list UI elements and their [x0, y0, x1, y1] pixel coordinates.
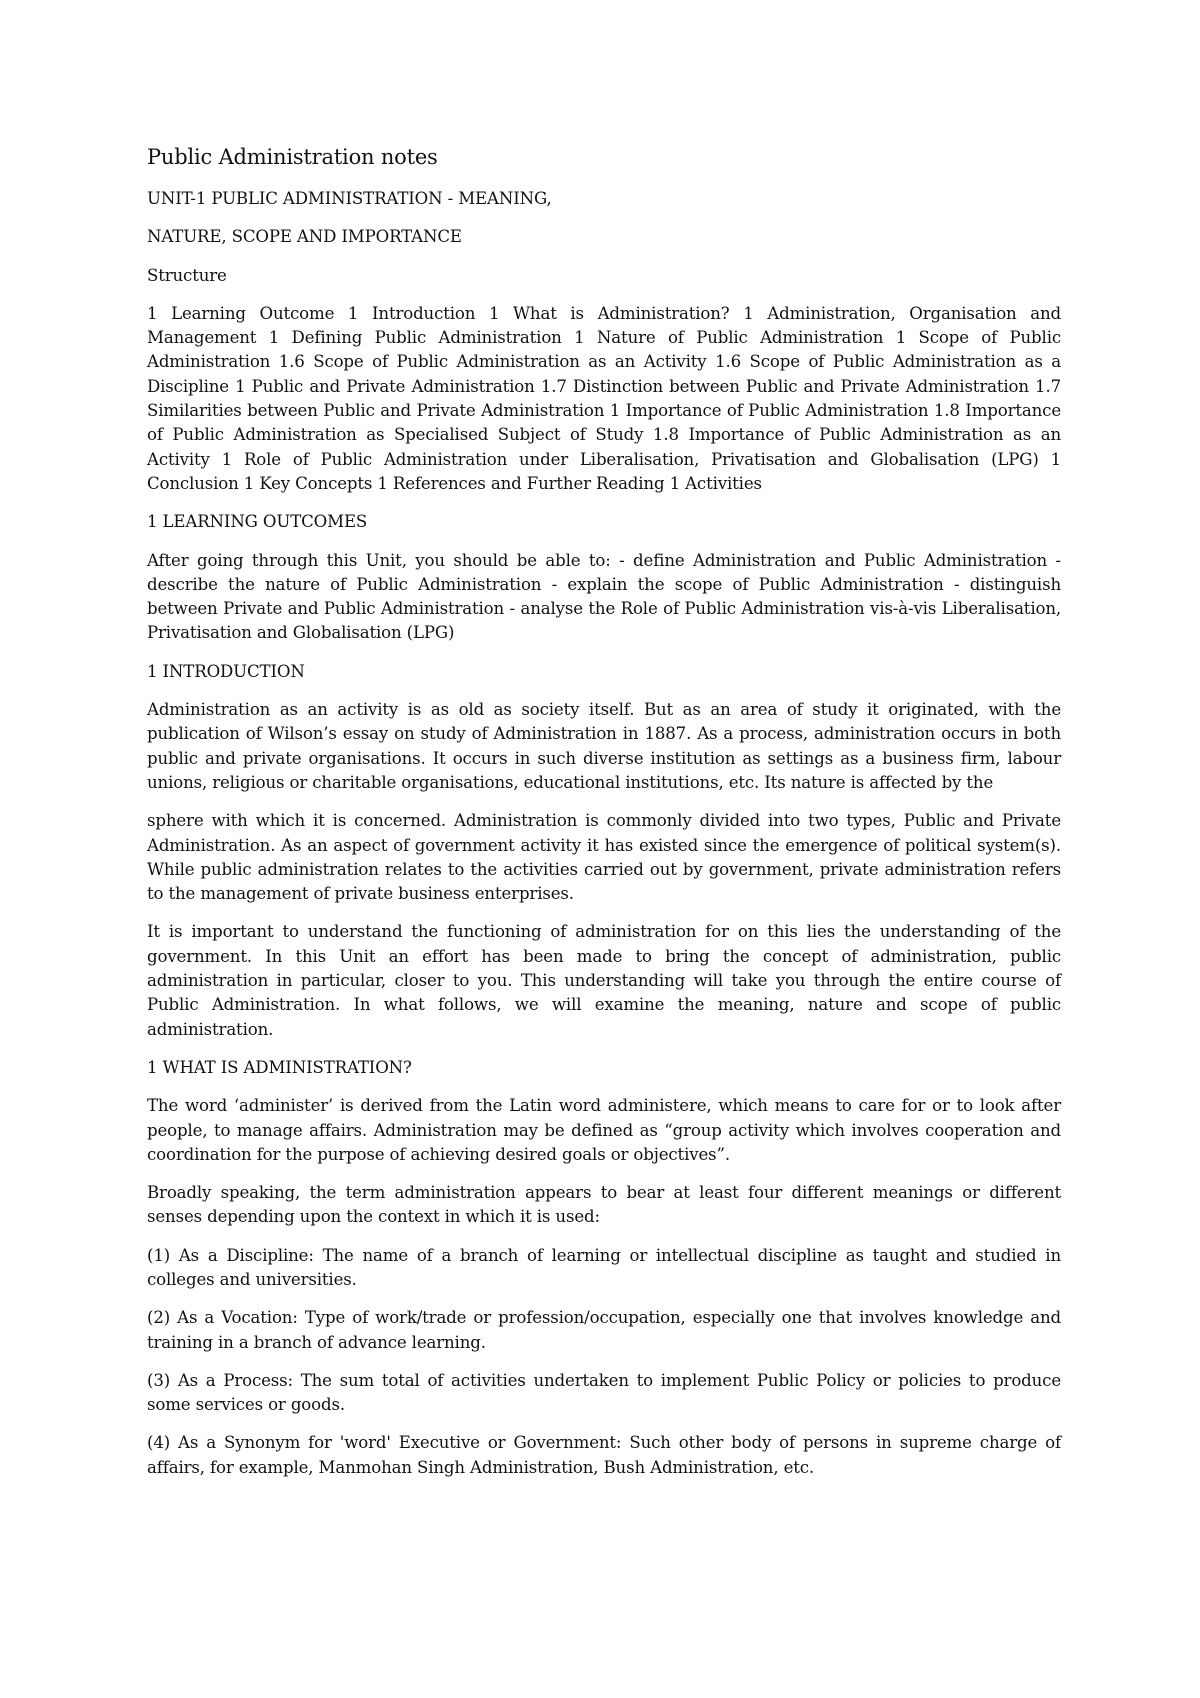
meaning-vocation: (2) As a Vocation: Type of work/trade or profession/occupation, especially one that involves knowledge and training in a branch of advance learning. [147, 1308, 1061, 1352]
meaning-synonym: (4) As a Synonym for 'word' Executive or Government: Such other body of persons in supreme charge of affairs, for example, Manmohan Singh Administration, Bush Administration, etc. [147, 1433, 1061, 1477]
meaning-process: (3) As a Process: The sum total of activities undertaken to implement Public Policy or policies to produce some services or goods. [147, 1370, 1061, 1415]
what-is-administration-paragraph-2: Broadly speaking, the term administration appears to bear at least four different meanings or different senses depending upon the context in which it is used: [147, 1183, 1061, 1227]
introduction-paragraph-2: sphere with which it is concerned. Administration is commonly divided into two types, Public and Private Administration. As an aspect of government activity it has existed since the emergence of political system(s). While public administration relates to the activities carried out by government, private administration refers to the management of private business enterprises. [147, 811, 1061, 904]
document-page [147, 143, 1061, 1494]
introduction-paragraph-3: It is important to understand the functioning of administration for on this lies the understanding of the government. In this Unit an effort has been made to bring the concept of administration, public administration in particular, closer to you. This understanding will take you through the entire course of Public Administration. In what follows, we will examine the meaning, nature and scope of public administration. [147, 922, 1061, 1039]
what-is-administration-heading: 1 WHAT IS ADMINISTRATION? [147, 1057, 412, 1077]
introduction-paragraph-1: Administration as an activity is as old as society itself. But as an area of study it originated, with the publication of Wilson’s essay on study of Administration in 1887. As a process, administration occurs in both public and private organisations. It occurs in such diverse institution as settings as a business firm, labour unions, religious or charitable organisations, educational institutions, etc. Its nature is affected by the [147, 700, 1061, 792]
structure-paragraph: 1 Learning Outcome 1 Introduction 1 What is Administration? 1 Administration, Organisation and Management 1 Defining Public Administration 1 Nature of Public Administration 1 Scope of Public Administration 1.6 Scope of Public Administration as an Activity 1.6 Scope of Public Administration as a Discipline 1 Public and Private Administration 1.7 Distinction between Public and Private Administration 1.7 Similarities between Public and Private Administration 1 Importance of Public Administration 1.8 Importance of Public Administration as Specialised Subject of Study 1.8 Importance of Public Administration as an Activity 1 Role of Public Administration under Liberalisation, Privatisation and Globalisation (LPG) 1 Conclusion 1 Key Concepts 1 References and Further Reading 1 Activities [147, 303, 1061, 493]
what-is-administration-paragraph-1: The word ‘administer’ is derived from the Latin word administere, which means to care for or to look after people, to manage affairs. Administration may be defined as “group activity which involves cooperation and coordination for the purpose of achieving desired goals or objectives”. [147, 1096, 1061, 1164]
learning-outcomes-heading: 1 LEARNING OUTCOMES [147, 512, 368, 532]
learning-outcomes-paragraph: After going through this Unit, you should be able to: - define Administration and Public Administration - describe the nature of Public Administration - explain the scope of Public Administration - distinguish between Private and Public Administration - analyse the Role of Public Administration vis-à-vis Liberalisation, Privatisation and Globalisation (LPG) [147, 550, 1061, 643]
unit-title-line-2: NATURE, SCOPE AND IMPORTANCE [147, 227, 462, 247]
structure-label: Structure [147, 265, 227, 285]
unit-title-line-1: UNIT-1 PUBLIC ADMINISTRATION - MEANING, [147, 189, 552, 208]
meaning-discipline: (1) As a Discipline: The name of a branch of learning or intellectual discipline as taught and studied in colleges and universities. [147, 1245, 1061, 1289]
document-title: Public Administration notes [147, 145, 438, 169]
introduction-heading: 1 INTRODUCTION [147, 661, 305, 681]
